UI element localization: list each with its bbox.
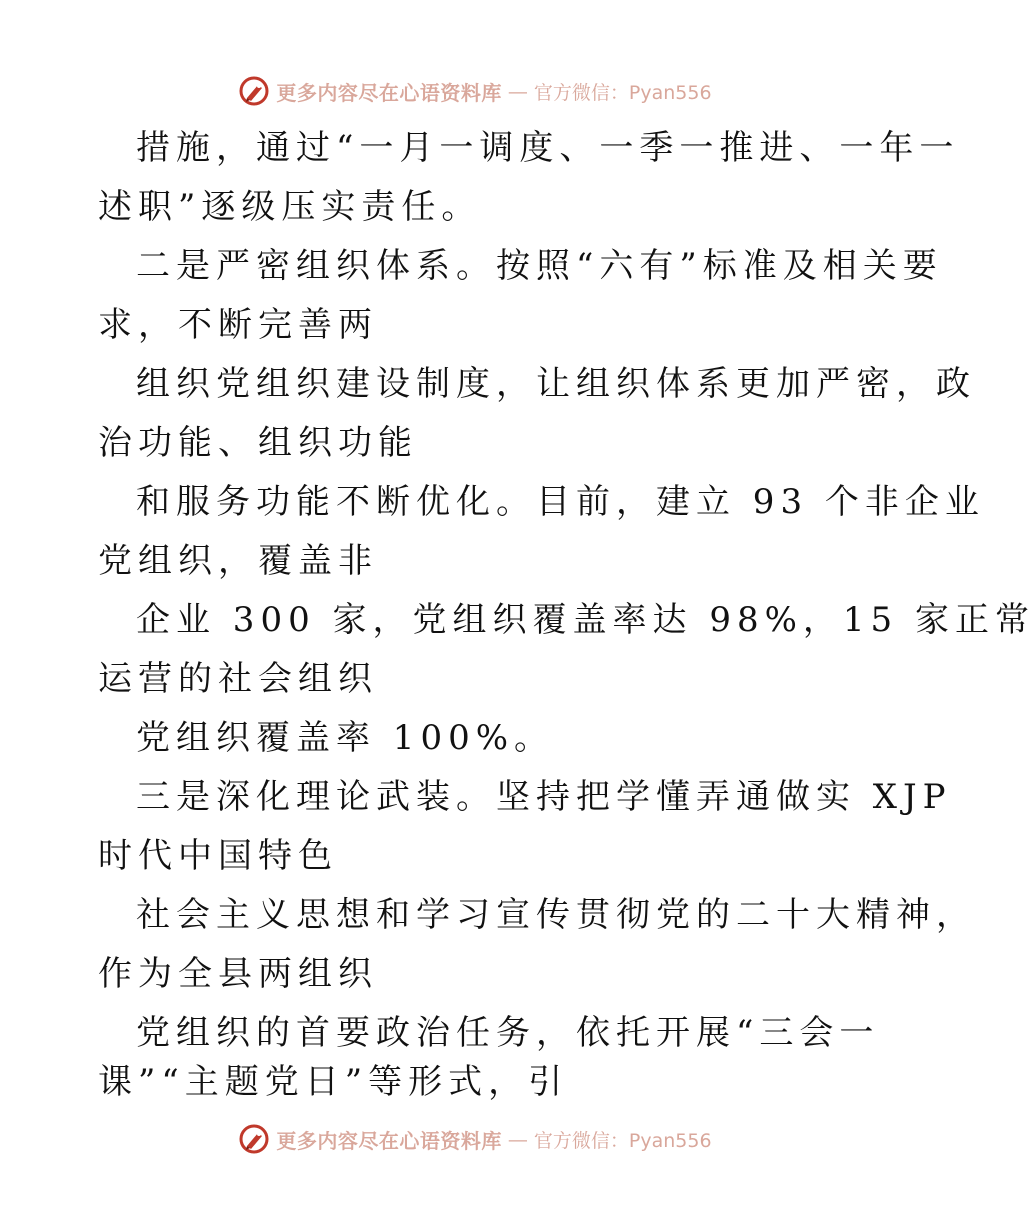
- body-line: 课”“主题党日”等形式，引: [98, 1062, 569, 1102]
- watermark-separator: —: [507, 1127, 528, 1151]
- body-line: 运营的社会组织: [98, 659, 378, 699]
- body-line: 措施，通过“一月一调度、一季一推进、一年一: [136, 128, 960, 168]
- body-line: 治功能、组织功能: [98, 423, 418, 463]
- footer-watermark: [0, 1119, 950, 1159]
- body-line: 求，不断完善两: [98, 305, 378, 345]
- body-line: 党组织，覆盖非: [98, 541, 378, 581]
- body-line: 社会主义思想和学习宣传贯彻党的二十大精神，: [136, 895, 976, 935]
- body-line: 党组织的首要政治任务，依托开展“三会一: [136, 1013, 880, 1053]
- watermark-separator: —: [507, 79, 528, 103]
- body-line: 三是深化理论武装。坚持把学懂弄通做实 XJP: [136, 777, 952, 817]
- watermark-wechat-text: 官方微信：Pyan556: [533, 1129, 712, 1152]
- watermark-site-text: 更多内容尽在心语资料库: [276, 80, 502, 105]
- body-line: 企业 300 家，党组织覆盖率达 98%，15 家正常: [136, 600, 1035, 640]
- body-line: 和服务功能不断优化。目前，建立 93 个非企业: [136, 482, 985, 522]
- watermark-site-text: 更多内容尽在心语资料库: [276, 1128, 502, 1153]
- body-line: 作为全县两组织: [98, 954, 378, 994]
- body-line: 组织党组织建设制度，让组织体系更加严密，政: [136, 364, 976, 404]
- body-line: 时代中国特色: [98, 836, 338, 876]
- body-line: 二是严密组织体系。按照“六有”标准及相关要: [136, 246, 943, 286]
- body-line: 述职”逐级压实责任。: [98, 187, 482, 227]
- body-line: 党组织覆盖率 100%。: [136, 718, 555, 758]
- pen-logo-icon: [238, 1123, 270, 1155]
- watermark-wechat-text: 官方微信：Pyan556: [533, 81, 712, 104]
